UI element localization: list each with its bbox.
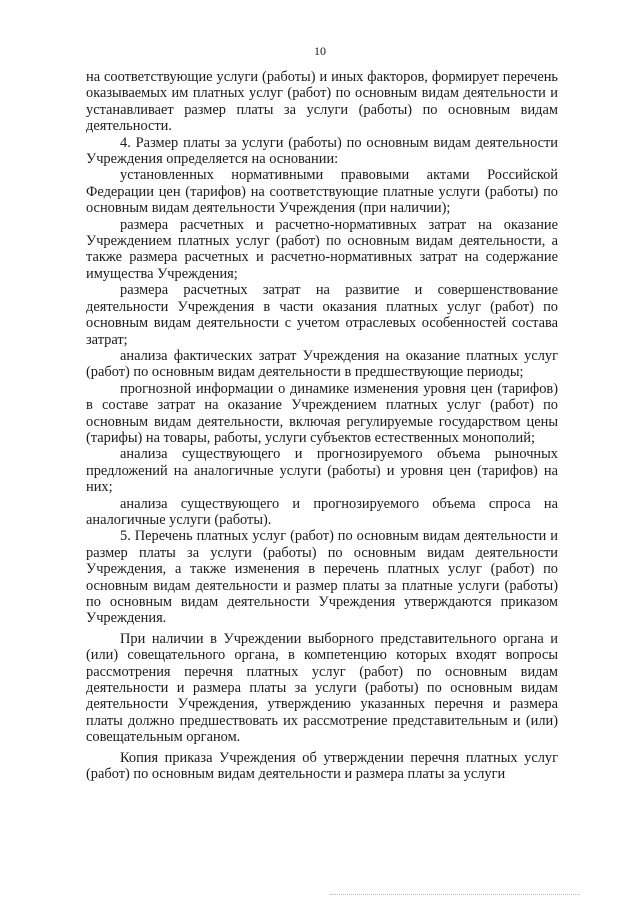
paragraph-basis-price-forecast: прогнозной информации о динамике изменения уровня цен (тарифов) в составе затрат на оказание Учреждением платных услуг (работ) по основным видам деятельности, включая регулируемые государством цены (тарифы) на товары, работы, услуги субъектов естественных монополий;	[86, 380, 558, 446]
document-body	[86, 69, 558, 782]
paragraph-basis-market-supply: анализа существующего и прогнозируемого объема рыночных предложений на аналогичные услуги (работы) и уровня цен (тарифов) на них;	[86, 446, 558, 496]
paragraph-representative-body: При наличии в Учреждении выборного представительного органа и (или) совещательного органа, в компетенцию которых входят вопросы рассмотрения перечня платных услуг (работ) по основным видам деятельности и размера платы за услуги (работы) по основным видам деятельности Учреждения, утверждению указанных перечня и размера платы должно предшествовать их рассмотрение представительным и (или) совещательным органом.	[86, 630, 558, 746]
footer-divider	[330, 894, 580, 895]
paragraph-continuation: на соответствующие услуги (работы) и иных факторов, формирует перечень оказываемых им платных услуг (работ) по основным видам деятельности и устанавливает размер платы за услуги (работы) по основным видам деятельности.	[86, 69, 558, 135]
paragraph-basis-actual-costs: анализа фактических затрат Учреждения на оказание платных услуг (работ) по основным видам деятельности в предшествующие периоды;	[86, 347, 558, 381]
paragraph-basis-development-costs: размера расчетных затрат на развитие и совершенствование деятельности Учреждения в части оказания платных услуг (работ) по основным видам деятельности с учетом отраслевых особенностей состава затрат;	[86, 282, 558, 348]
paragraph-basis-demand: анализа существующего и прогнозируемого объема спроса на аналогичные услуги (работы).	[86, 495, 558, 528]
paragraph-basis-tariffs: установленных нормативными правовыми актами Российской Федерации цен (тарифов) на соответствующие платные услуги (работы) по основным видам деятельности Учреждения (при наличии);	[86, 167, 558, 217]
paragraph-item-4: 4. Размер платы за услуги (работы) по основным видам деятельности Учреждения определяется на основании:	[86, 134, 558, 168]
paragraph-item-5: 5. Перечень платных услуг (работ) по основным видам деятельности и размер платы за услуги (работы) по основным видам деятельности Учреждения, а также изменения в перечень платных услуг (работ) по основным видам деятельности и размер платы за платные услуги (работы) по основным видам деятельности Учреждения утверждаются приказом Учреждения.	[86, 528, 558, 627]
paragraph-order-copy: Копия приказа Учреждения об утверждении перечня платных услуг (работ) по основным видам деятельности и размера платы за услуги	[86, 749, 558, 783]
paragraph-basis-normative-costs: размера расчетных и расчетно-нормативных затрат на оказание Учреждением платных услуг (работ) по основным видам деятельности, а также размера расчетных и расчетно-нормативных затрат на содержание имущества Учреждения;	[86, 216, 558, 282]
page-number: 10	[314, 44, 326, 58]
